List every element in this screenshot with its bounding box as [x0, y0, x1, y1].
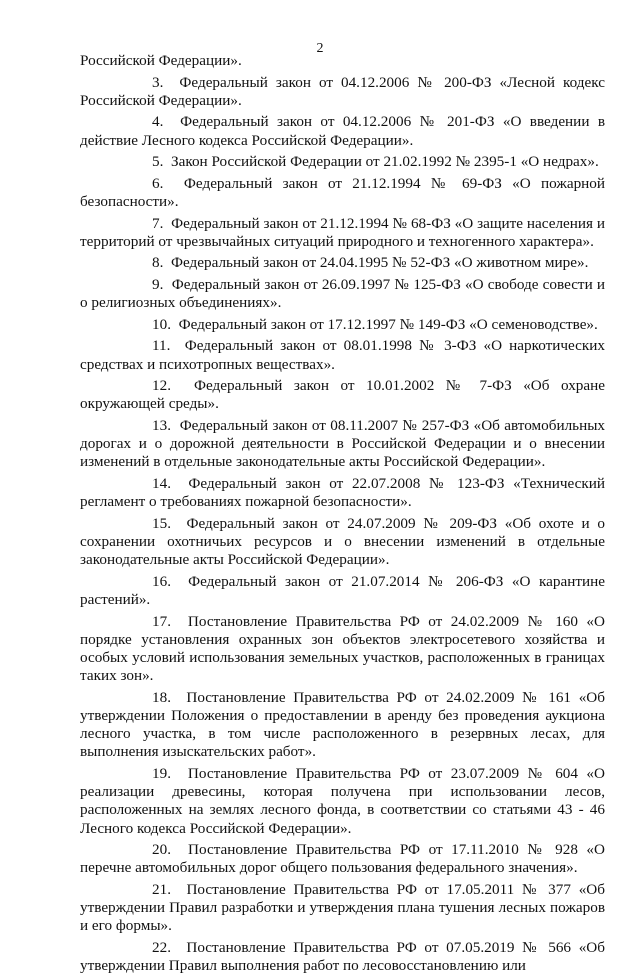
list-item [80, 573, 605, 609]
list-item [80, 417, 605, 472]
item-text: Постановление Правительства РФ от 07.05.2019 № 566 «Об утверждении Правил выполнения работ по лесовосстановлению или [80, 938, 605, 975]
list-item [80, 113, 605, 149]
item-number: 7. [152, 214, 164, 232]
item-number: 9. [152, 275, 164, 293]
list-item [80, 765, 605, 838]
item-text: Постановление Правительства РФ от 17.11.2010 № 928 «О перечне автомобильных дорог общего пользования федерального значения». [80, 841, 605, 877]
item-text: Федеральный закон от 24.07.2009 № 209-ФЗ «Об охоте и о сохранении охотничьих ресурсов и о внесении изменений в отдельные законодательные акты Российской Федерации». [80, 514, 605, 569]
list-item [80, 74, 605, 110]
item-number: 17. [152, 612, 171, 630]
list-item [80, 939, 605, 975]
item-text: Федеральный закон от 04.12.2006 № 201-ФЗ «О введении в действие Лесного кодекса Российской Федерации». [80, 113, 605, 149]
item-text: Федеральный закон от 26.09.1997 № 125-ФЗ «О свободе совести и о религиозных объединениях». [80, 275, 606, 312]
item-text: Федеральный закон от 21.07.2014 № 206-ФЗ «О карантине растений». [80, 572, 605, 608]
continuation-text: Российской Федерации». [80, 52, 242, 69]
list-item [80, 254, 605, 272]
item-number: 4. [152, 113, 164, 131]
list-item [80, 276, 605, 312]
list-item [80, 689, 605, 762]
item-text: Федеральный закон от 17.12.1997 № 149-ФЗ «О семеноводстве». [178, 315, 598, 333]
item-number: 8. [152, 254, 164, 272]
item-number: 12. [152, 377, 171, 395]
item-number: 18. [152, 688, 171, 706]
item-number: 19. [152, 764, 171, 782]
list-item [80, 153, 605, 171]
item-number: 11. [152, 337, 171, 355]
item-number: 6. [152, 174, 164, 192]
list-item [80, 613, 605, 686]
item-text: Федеральный закон от 24.04.1995 № 52-ФЗ «О животном мире». [170, 254, 589, 272]
item-number: 15. [152, 514, 171, 532]
item-text: Федеральный закон от 10.01.2002 № 7-ФЗ «Об охране окружающей среды». [80, 377, 606, 413]
legal-acts-list [80, 74, 605, 976]
item-text: Федеральный закон от 21.12.1994 № 69-ФЗ «О пожарной безопасности». [80, 174, 606, 210]
page-number: 2 [316, 41, 324, 56]
list-item [80, 316, 605, 334]
list-item [80, 515, 605, 570]
item-text: Постановление Правительства РФ от 24.02.2009 № 160 «О порядке установления охранных зон объектов электросетевого хозяйства и особых условий использования земельных участков, расположенных в границах таких зон». [80, 612, 605, 685]
item-number: 13. [152, 416, 171, 434]
list-item [80, 215, 605, 251]
item-text: Федеральный закон от 08.01.1998 № 3-ФЗ «О наркотических средствах и психотропных веществах». [80, 337, 606, 373]
item-text: Федеральный закон от 04.12.2006 № 200-ФЗ «Лесной кодекс Российской Федерации». [80, 73, 606, 109]
item-number: 10. [152, 315, 171, 333]
list-item [80, 337, 605, 373]
item-number: 3. [152, 73, 164, 91]
list-item [80, 377, 605, 413]
item-text: Федеральный закон от 21.12.1994 № 68-ФЗ «О защите населения и территорий от чрезвычайных ситуаций природного и техногенного характера». [80, 214, 606, 250]
item-text: Постановление Правительства РФ от 24.02.2009 № 161 «Об утверждении Положения о предоставлении в аренду без проведения аукциона лесного участка, в том числе расположенного в резервных лесах, для выполнения изыскательских работ». [80, 688, 605, 761]
item-text: Федеральный закон от 22.07.2008 № 123-ФЗ «Технический регламент о требованиях пожарной безопасности». [80, 474, 605, 511]
item-number: 16. [152, 572, 171, 590]
item-number: 20. [152, 841, 171, 859]
list-item [80, 841, 605, 877]
item-number: 5. [152, 153, 164, 171]
list-item [80, 175, 605, 211]
list-item [80, 881, 605, 936]
item-number: 21. [152, 880, 171, 898]
item-text: Постановление Правительства РФ от 17.05.2011 № 377 «Об утверждении Правил разработки и утверждения плана тушения лесных пожаров и его формы». [80, 880, 605, 935]
item-text: Федеральный закон от 08.11.2007 № 257-ФЗ «Об автомобильных дорогах и о дорожной деятельности в Российской Федерации и о внесении изменений в отдельные законодательные акты Российской Федерации». [80, 416, 605, 471]
item-number: 22. [152, 938, 171, 956]
item-text: Постановление Правительства РФ от 23.07.2009 № 604 «О реализации древесины, которая получена при использовании лесов, расположенных на землях лесного фонда, в соответствии со статьями 43 - 46 Лесного кодекса Российской Федерации». [80, 764, 605, 837]
list-item [80, 475, 605, 511]
document-body [80, 52, 605, 979]
item-text: Закон Российской Федерации от 21.02.1992 № 2395-1 «О недрах». [170, 153, 599, 171]
item-number: 14. [152, 474, 171, 492]
